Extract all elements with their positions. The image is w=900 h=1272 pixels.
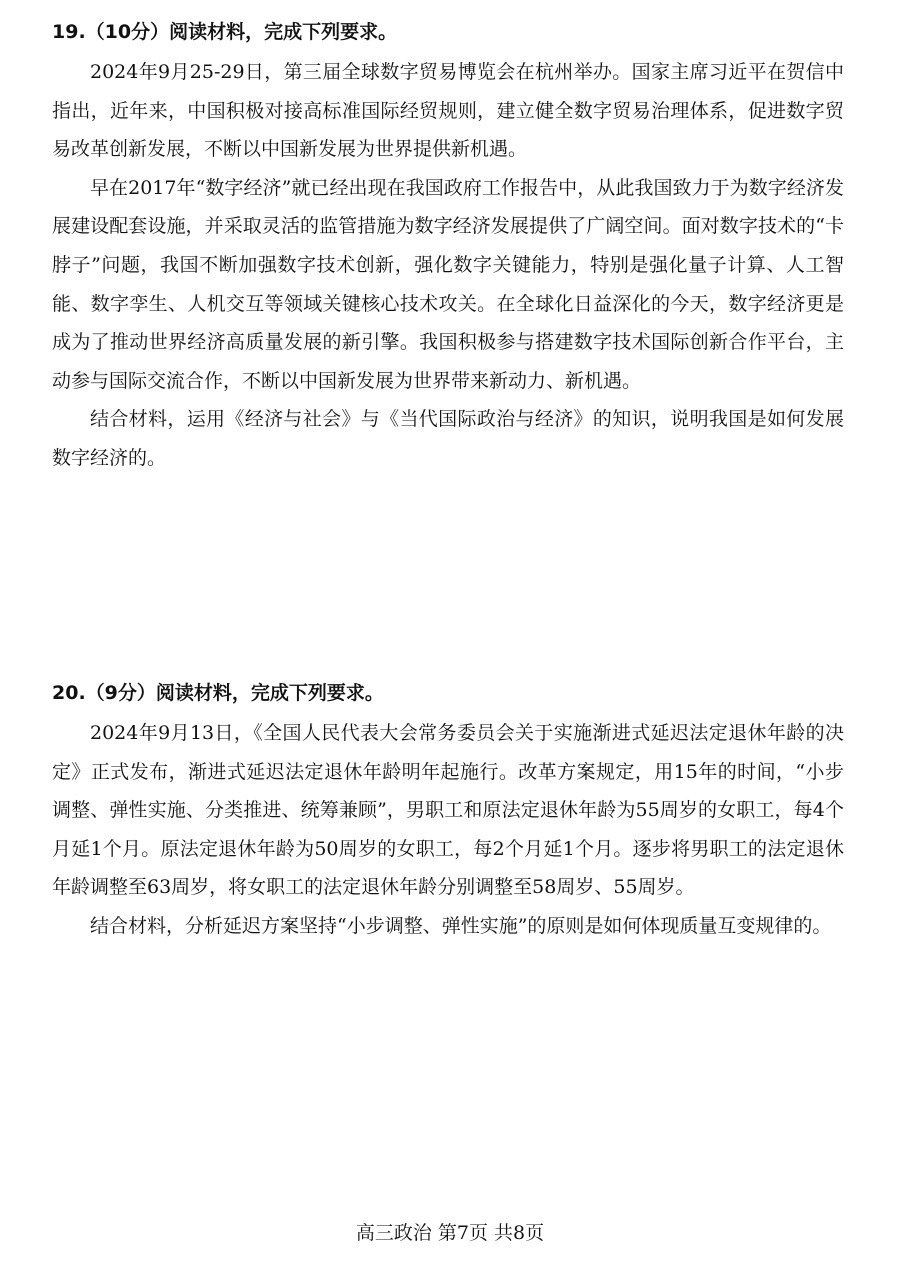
question-19-prompt: 结合材料，运用《经济与社会》与《当代国际政治与经济》的知识，说明我国是如何发展数字经济的。 (52, 408, 844, 469)
question-20 (52, 676, 844, 946)
question-19-material-paragraph-2: 早在2017年“数字经济”就已经出现在我国政府工作报告中，从此我国致力于为数字经济发展建设配套设施，并采取灵活的监管措施为数字经济发展提供了广阔空间。面对数字技术的“卡脖子”问题，我国不断加强数字技术创新，强化数字关键能力，特别是强化量子计算、人工智能、数字孪生、人机交互等领域关键核心技术攻关。在全球化日益深化的今天，数字经济更是成为了推动世界经济高质量发展的新引擎。我国积极参与搭建数字技术国际创新合作平台，主动参与国际交流合作，不断以中国新发展为世界带来新动力、新机遇。 (52, 176, 844, 392)
question-20-heading: 20.（9分）阅读材料，完成下列要求。 (52, 682, 384, 704)
page-footer: 高三政治 第7页 共8页 (355, 1222, 545, 1244)
question-20-prompt: 结合材料，分析延迟方案坚持“小步调整、弹性实施”的原则是如何体现质量互变规律的。 (90, 914, 832, 937)
question-20-material-paragraph-1: 2024年9月13日，《全国人民代表大会常务委员会关于实施渐进式延迟法定退休年龄的决定》正式发布，渐进式延迟法定退休年龄明年起施行。改革方案规定，用15年的时间，“小步调整、弹性实施、分类推进、统筹兼顾”，男职工和原法定退休年龄为55周岁的女职工，每4个月延1个月。原法定退休年龄为50周岁的女职工，每2个月延1个月。逐步将男职工的法定退休年龄调整至63周岁，将女职工的法定退休年龄分别调整至58周岁、55周岁。 (52, 722, 844, 899)
question-19 (52, 15, 844, 478)
question-19-heading: 19.（10分）阅读材料，完成下列要求。 (52, 21, 398, 43)
question-19-material-paragraph-1: 2024年9月25-29日，第三届全球数字贸易博览会在杭州举办。国家主席习近平在贺信中指出，近年来，中国积极对接高标准国际经贸规则，建立健全数字贸易治理体系，促进数字贸易改革创新发展，不断以中国新发展为世界提供新机遇。 (52, 61, 844, 161)
